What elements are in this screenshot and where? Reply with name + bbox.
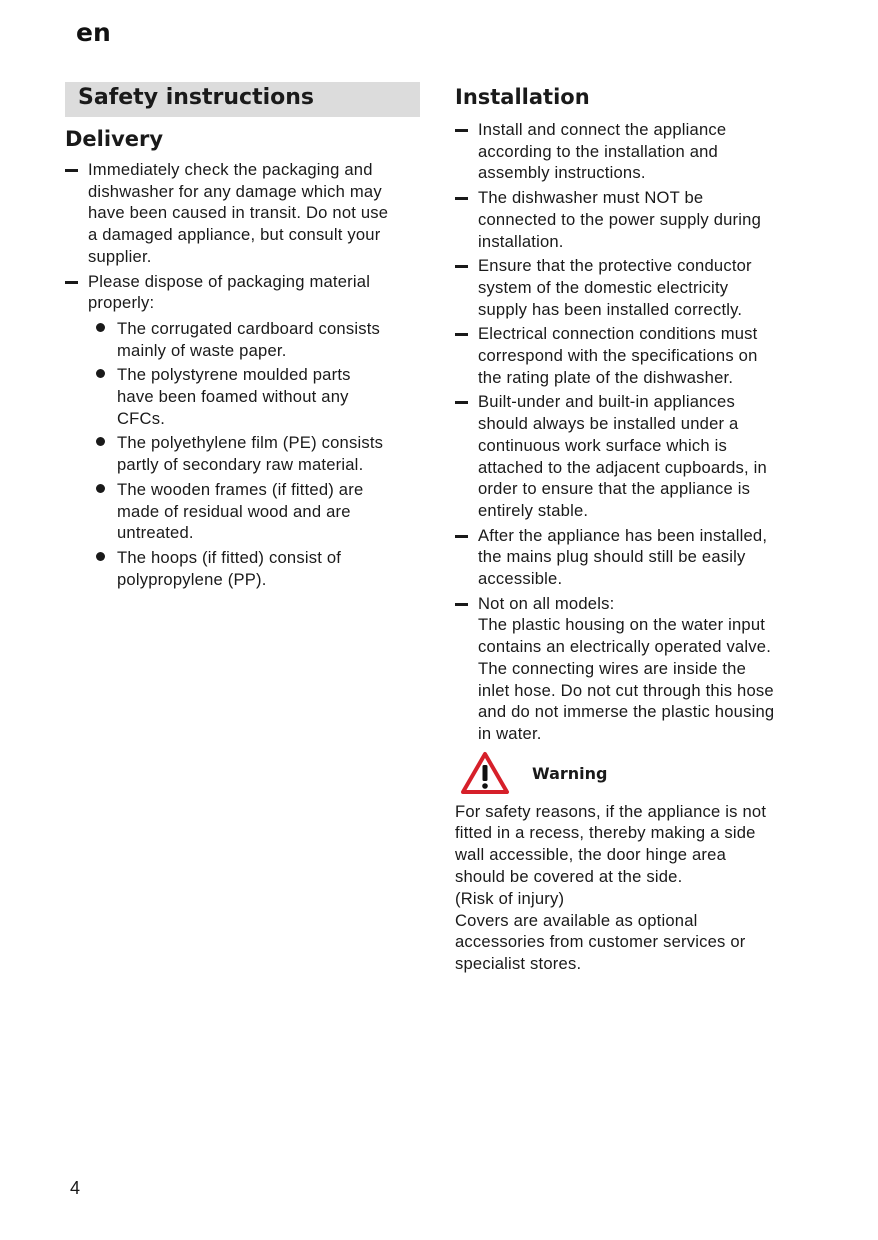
text-line: The polystyrene moulded parts xyxy=(117,365,351,385)
installation-list xyxy=(455,119,815,745)
dash-bullet xyxy=(455,265,468,268)
dash-bullet xyxy=(455,197,468,200)
text-line: Not on all models: xyxy=(478,593,615,613)
text-line: partly of secondary raw material. xyxy=(117,455,364,475)
dot-bullet xyxy=(96,437,105,446)
dot-bullet xyxy=(96,484,105,493)
warning-triangle-icon xyxy=(460,751,510,795)
dash-bullet xyxy=(455,333,468,336)
list-item xyxy=(455,525,815,590)
text-line: The wooden frames (if fitted) are xyxy=(117,479,364,499)
text-line: the rating plate of the dishwasher. xyxy=(478,367,734,387)
text-line: have been foamed without any xyxy=(117,387,349,407)
text-line: Please dispose of packaging material xyxy=(88,271,371,291)
safety-column xyxy=(65,82,420,593)
text-line: Built-under and built-in appliances xyxy=(478,392,735,412)
text-line: correspond with the specifications on xyxy=(478,346,758,366)
sub-list-item xyxy=(88,479,420,544)
warning-title: Warning xyxy=(532,763,608,783)
text-line: The plastic housing on the water input xyxy=(478,615,766,635)
text-line: entirely stable. xyxy=(478,500,589,520)
text-line: CFCs. xyxy=(117,408,166,428)
text-line: attached to the adjacent cupboards, in xyxy=(478,457,767,477)
text-line: The corrugated cardboard consists xyxy=(117,318,381,338)
text-line: supply has been installed correctly. xyxy=(478,299,743,319)
list-item xyxy=(455,187,815,252)
text-line: fitted in a recess, thereby making a side xyxy=(455,823,756,843)
text-line: Immediately check the packaging and xyxy=(88,160,373,179)
text-line: (Risk of injury) xyxy=(455,888,565,908)
text-line: system of the domestic electricity xyxy=(478,277,729,297)
page-number: 4 xyxy=(70,1178,81,1198)
text-line: should be covered at the side. xyxy=(455,867,683,887)
delivery-heading: Delivery xyxy=(65,127,164,151)
dash-bullet xyxy=(65,169,78,172)
text-line: mainly of waste paper. xyxy=(117,340,287,360)
sub-list-item xyxy=(88,547,420,590)
packaging-sublist xyxy=(88,318,420,590)
text-line: and do not immerse the plastic housing xyxy=(478,702,775,722)
list-item xyxy=(455,119,815,184)
text-line: Install and connect the appliance xyxy=(478,120,727,139)
delivery-list xyxy=(65,159,420,590)
list-item xyxy=(455,255,815,320)
installation-heading: Installation xyxy=(455,85,590,109)
dot-bullet xyxy=(96,323,105,332)
text-line: For safety reasons, if the appliance is not xyxy=(455,801,767,821)
text-line: order to ensure that the appliance is xyxy=(478,479,751,499)
dash-bullet xyxy=(455,401,468,404)
text-line: accessories from customer services or xyxy=(455,932,746,952)
dot-bullet xyxy=(96,552,105,561)
list-item xyxy=(455,323,815,388)
dash-bullet xyxy=(455,535,468,538)
text-line: inlet hose. Do not cut through this hose xyxy=(478,680,774,700)
text-line: The connecting wires are inside the xyxy=(478,658,747,678)
text-line: the mains plug should still be easily xyxy=(478,547,746,567)
text-line: continuous work surface which is xyxy=(478,435,727,455)
dash-bullet xyxy=(455,129,468,132)
text-line: supplier. xyxy=(88,246,152,266)
sub-list-item xyxy=(88,432,420,475)
text-line: Covers are available as optional xyxy=(455,910,698,930)
text-line: polypropylene (PP). xyxy=(117,569,267,589)
warning-header xyxy=(455,751,815,799)
text-line: in water. xyxy=(478,723,542,743)
text-line: The dishwasher must NOT be xyxy=(478,188,704,208)
text-line: properly: xyxy=(88,293,155,313)
section-title: Safety instructions xyxy=(65,82,420,117)
list-item xyxy=(455,593,815,745)
text-line: After the appliance has been installed, xyxy=(478,525,768,545)
text-line: dishwasher for any damage which may xyxy=(88,181,382,201)
text-line: connected to the power supply during xyxy=(478,209,762,229)
list-item xyxy=(455,391,815,521)
language-code: en xyxy=(76,18,111,47)
sub-list-item xyxy=(88,364,420,429)
text-line: should always be installed under a xyxy=(478,414,739,434)
dot-bullet xyxy=(96,369,105,378)
sub-list-item xyxy=(88,318,420,361)
text-line: have been caused in transit. Do not use xyxy=(88,203,389,223)
text-line: The polyethylene film (PE) consists xyxy=(117,433,384,453)
text-line: accessible. xyxy=(478,569,563,589)
text-line: made of residual wood and are xyxy=(117,501,351,521)
text-line: assembly instructions. xyxy=(478,163,646,183)
text-line: Ensure that the protective conductor xyxy=(478,256,752,276)
text-line: wall accessible, the door hinge area xyxy=(455,845,727,865)
text-line: The hoops (if fitted) consist of xyxy=(117,547,342,567)
dash-bullet xyxy=(65,281,78,284)
text-line: specialist stores. xyxy=(455,954,582,974)
installation-column xyxy=(455,82,815,975)
text-line: Electrical connection conditions must xyxy=(478,324,758,344)
text-line: contains an electrically operated valve. xyxy=(478,637,772,657)
text-line: a damaged appliance, but consult your xyxy=(88,225,381,245)
text-line: according to the installation and xyxy=(478,141,718,161)
warning-text xyxy=(455,801,815,975)
text-line: untreated. xyxy=(117,523,194,543)
dash-bullet xyxy=(455,603,468,606)
list-item xyxy=(65,159,420,268)
text-line: installation. xyxy=(478,231,564,251)
list-item xyxy=(65,271,420,591)
